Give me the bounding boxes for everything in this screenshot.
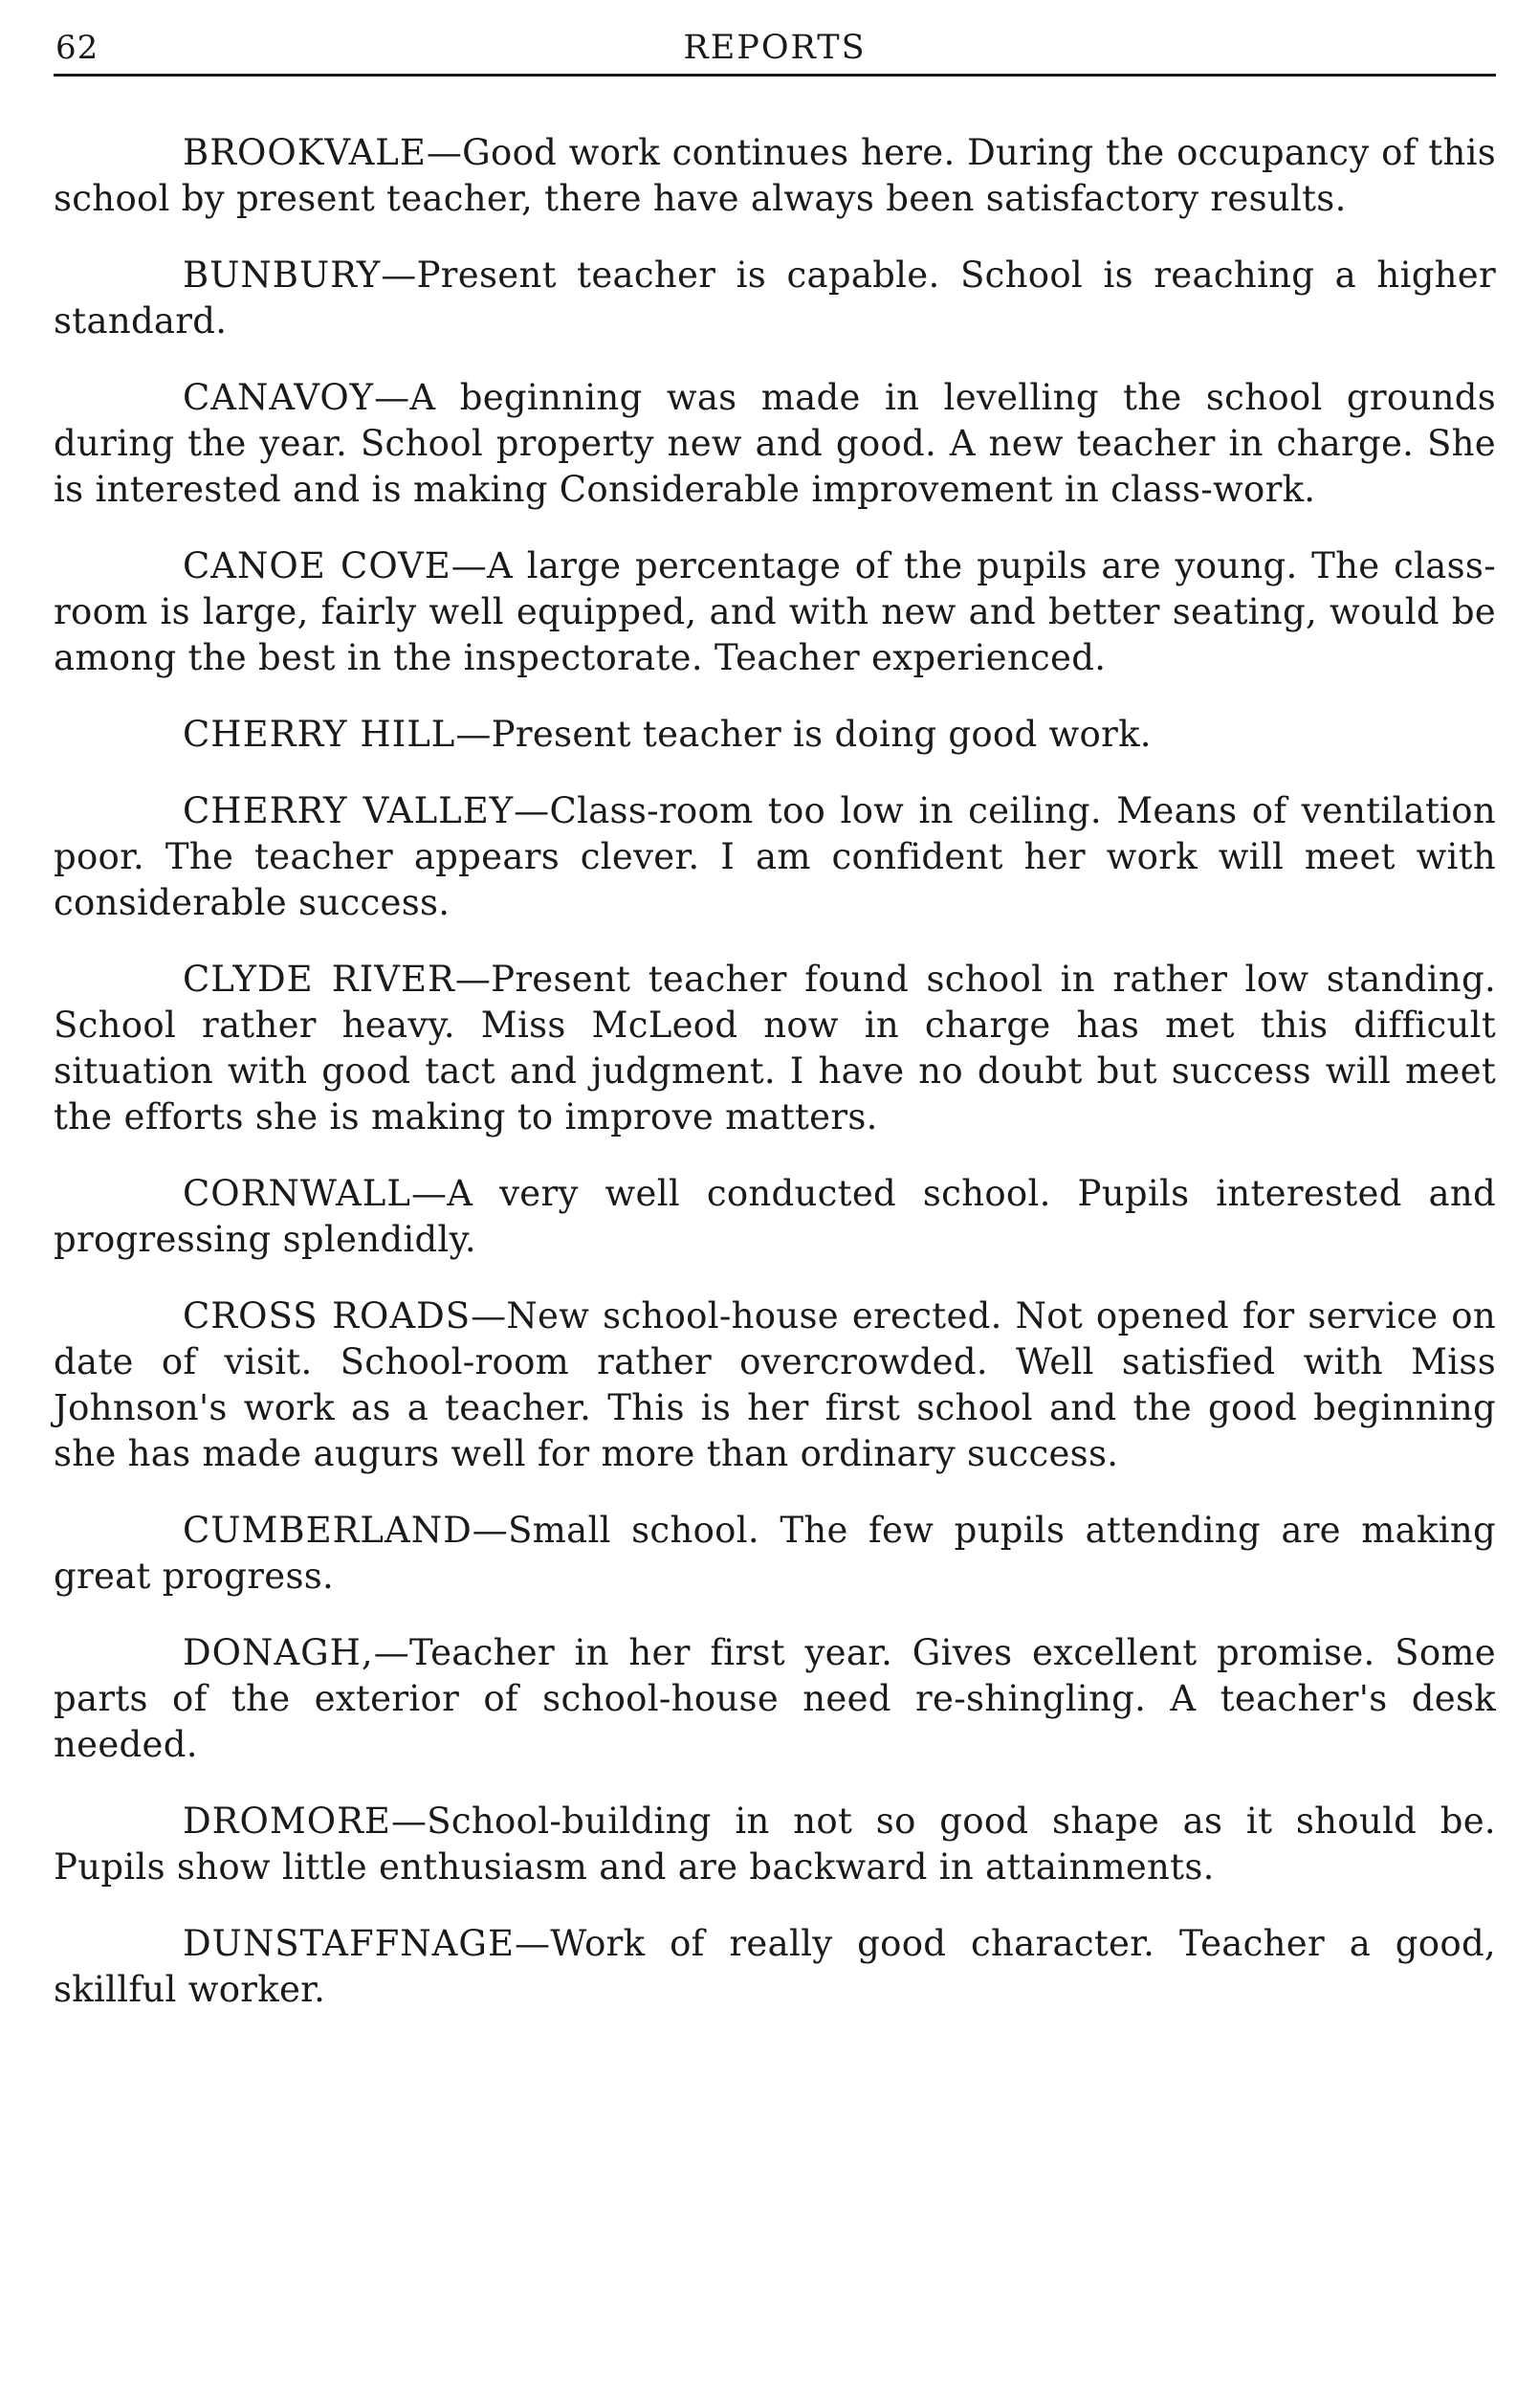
- report-entry-cornwall: [54, 1171, 1496, 1263]
- school-name: DUNSTAFFNAGE: [183, 1923, 515, 1964]
- report-entry-cumberland: [54, 1508, 1496, 1600]
- report-text: —Teacher in her first year. Gives excellent promise. Some parts of the exterior of school-house need re-shingling. A teacher's desk needed.: [54, 1632, 1496, 1765]
- report-text: —New school-house erected. Not opened for service on date of visit. School-room rather overcrowded. Well satisfied with Miss Johnson's work as a teacher. This is her first school and the good beginning she has made augurs well for more than ordinary success.: [54, 1295, 1496, 1474]
- report-entry-clyde-river: [54, 957, 1496, 1140]
- report-text: —School-building in not so good shape as it should be. Pupils show little enthusiasm and are backward in attainments.: [54, 1800, 1496, 1888]
- report-entry-cherry-valley: [54, 788, 1496, 926]
- report-text: —A large percentage of the pupils are young. The class-room is large, fairly well equipped, and with new and better seating, would be among the best in the inspectorate. Teacher experienced.: [54, 545, 1496, 678]
- report-entry-cross-roads: [54, 1293, 1496, 1477]
- school-name: CHERRY VALLEY: [183, 790, 515, 831]
- report-entry-canavoy: [54, 375, 1496, 513]
- school-name: CUMBERLAND: [183, 1510, 473, 1551]
- school-name: BUNBURY: [183, 254, 382, 296]
- report-text: —Present teacher found school in rather low standing. School rather heavy. Miss McLeod now in charge has met this difficult situation with good tact and judgment. I have no doubt but success will meet the efforts she is making to improve matters.: [54, 959, 1497, 1138]
- report-entry-brookvale: [54, 130, 1496, 222]
- report-entry-dunstaffnage: [54, 1921, 1496, 2013]
- report-entry-canoe-cove: [54, 543, 1496, 681]
- school-name: DROMORE: [183, 1800, 391, 1842]
- report-text: —Good work continues here. During the occupancy of this school by present teacher, there have always been satisfactory results.: [54, 132, 1496, 219]
- report-text: —Present teacher is capable. School is reaching a higher standard.: [54, 254, 1496, 342]
- page-number: 62: [55, 29, 99, 67]
- report-entry-cherry-hill: [54, 712, 1496, 758]
- report-entry-donagh: [54, 1630, 1496, 1768]
- report-text: —Small school. The few pupils attending are making great progress.: [54, 1510, 1496, 1597]
- report-entry-dromore: [54, 1799, 1496, 1890]
- report-body: [54, 130, 1496, 2043]
- header-rule: [54, 74, 1496, 77]
- page-header: [54, 21, 1496, 77]
- school-name: CANAVOY: [183, 377, 375, 418]
- running-head: REPORTS: [683, 29, 867, 67]
- school-name: CORNWALL: [183, 1173, 411, 1214]
- report-text: —Work of really good character. Teacher a good, skillful worker.: [54, 1923, 1496, 2010]
- report-entry-bunbury: [54, 253, 1496, 344]
- report-text: —A very well conducted school. Pupils interested and progressing splendidly.: [54, 1173, 1496, 1260]
- school-name: CROSS ROADS: [183, 1295, 472, 1337]
- school-name: BROOKVALE: [183, 132, 427, 173]
- school-name: CHERRY HILL: [183, 714, 456, 755]
- school-name: CANOE COVE: [183, 545, 451, 586]
- report-text: —A beginning was made in levelling the school grounds during the year. School property new and good. A new teacher in charge. She is interested and is making Considerable improvement in class-work.: [54, 377, 1496, 510]
- school-name: DONAGH,: [183, 1632, 374, 1673]
- report-text: —Present teacher is doing good work.: [455, 714, 1152, 755]
- school-name: CLYDE RIVER: [183, 959, 455, 1000]
- report-text: —Class-room too low in ceiling. Means of ventilation poor. The teacher appears clever. I am confident her work will meet with considerable success.: [54, 790, 1497, 923]
